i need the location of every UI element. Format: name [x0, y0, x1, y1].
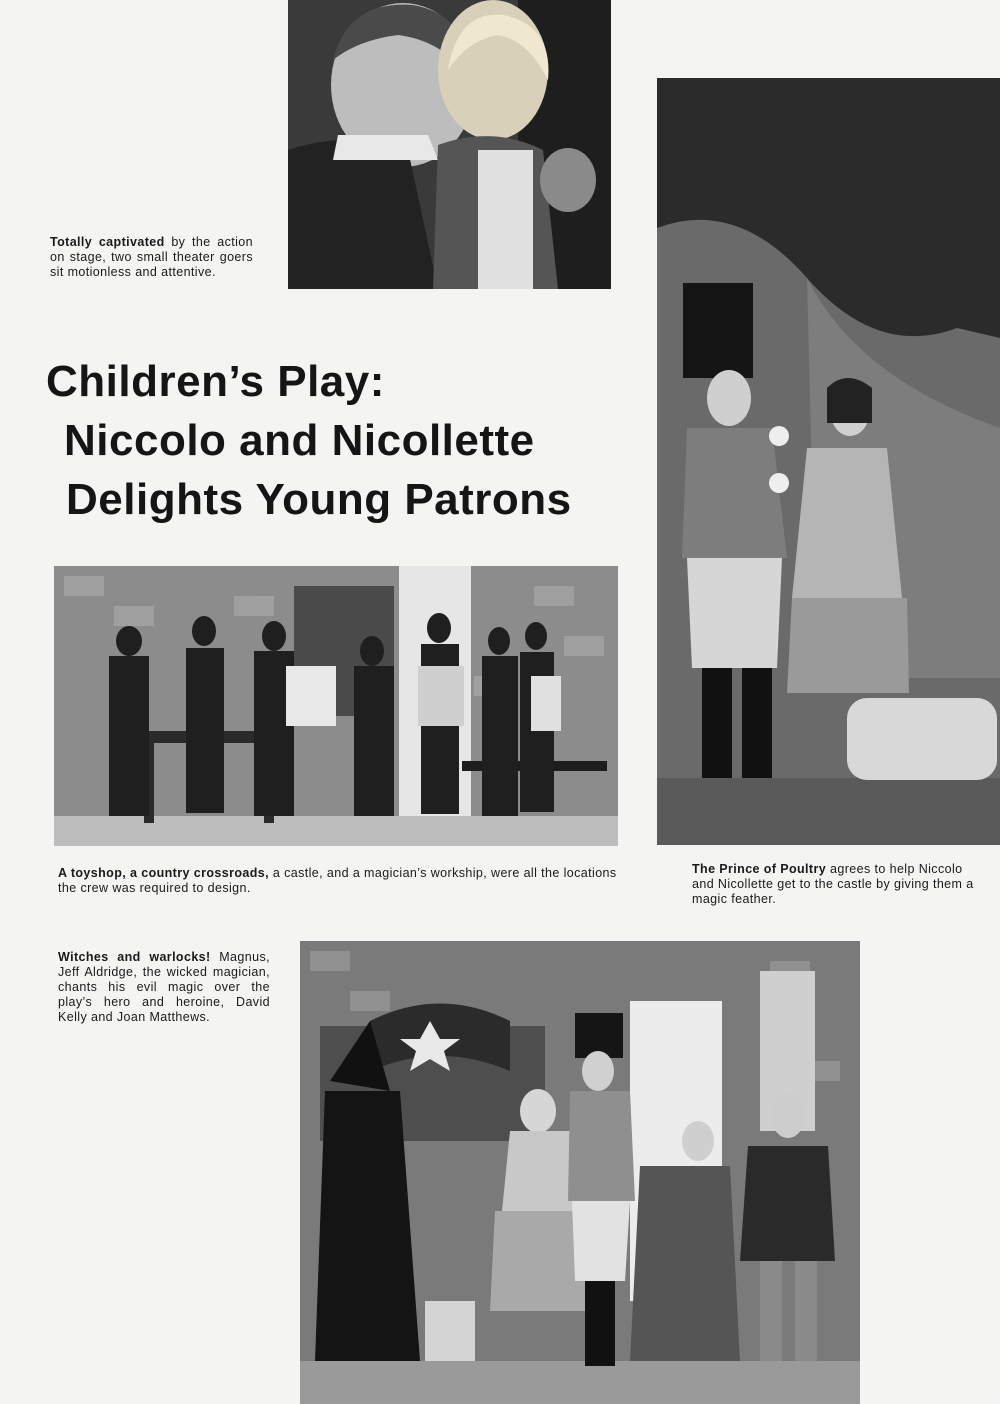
photo-audience-children — [288, 0, 611, 289]
caption-witches-text: Magnus, Jeff Aldridge, the wicked magician, chants his evil magic over the play’s hero and heroine, David Kelly and Joan Matthews. — [58, 950, 270, 1024]
caption-audience-lead: Totally captivated — [50, 235, 165, 249]
caption-sets-text: a castle, and a magician’s workship, were all the locations the crew was required to design. — [58, 866, 617, 895]
photo-toyshop-cast-image — [54, 566, 618, 846]
headline-line-1: Children’s Play: — [46, 357, 385, 406]
photo-prince-of-poultry-image — [657, 78, 1000, 845]
caption-sets — [58, 866, 628, 896]
caption-sets-lead: A toyshop, a country crossroads, — [58, 866, 269, 880]
photo-magician-workshop-image — [300, 941, 860, 1404]
photo-toyshop-cast — [54, 566, 618, 846]
page-headline — [46, 352, 646, 529]
caption-audience-text: by the action on stage, two small theater goers sit motionless and attentive. — [50, 235, 253, 279]
caption-prince-lead: The Prince of Poultry — [692, 862, 827, 876]
headline-line-2: Niccolo and Nicollette — [64, 416, 535, 465]
photo-magician-workshop — [300, 941, 860, 1404]
caption-prince — [692, 862, 978, 907]
headline-line-3: Delights Young Patrons — [66, 475, 572, 524]
caption-witches — [58, 950, 270, 1025]
caption-prince-text: agrees to help Niccolo and Nicollette get to the castle by giving them a magic feather. — [692, 862, 974, 906]
photo-audience-children-image — [288, 0, 611, 289]
photo-prince-of-poultry — [657, 78, 1000, 845]
caption-witches-lead: Witches and warlocks! — [58, 950, 211, 964]
caption-audience — [50, 235, 253, 280]
